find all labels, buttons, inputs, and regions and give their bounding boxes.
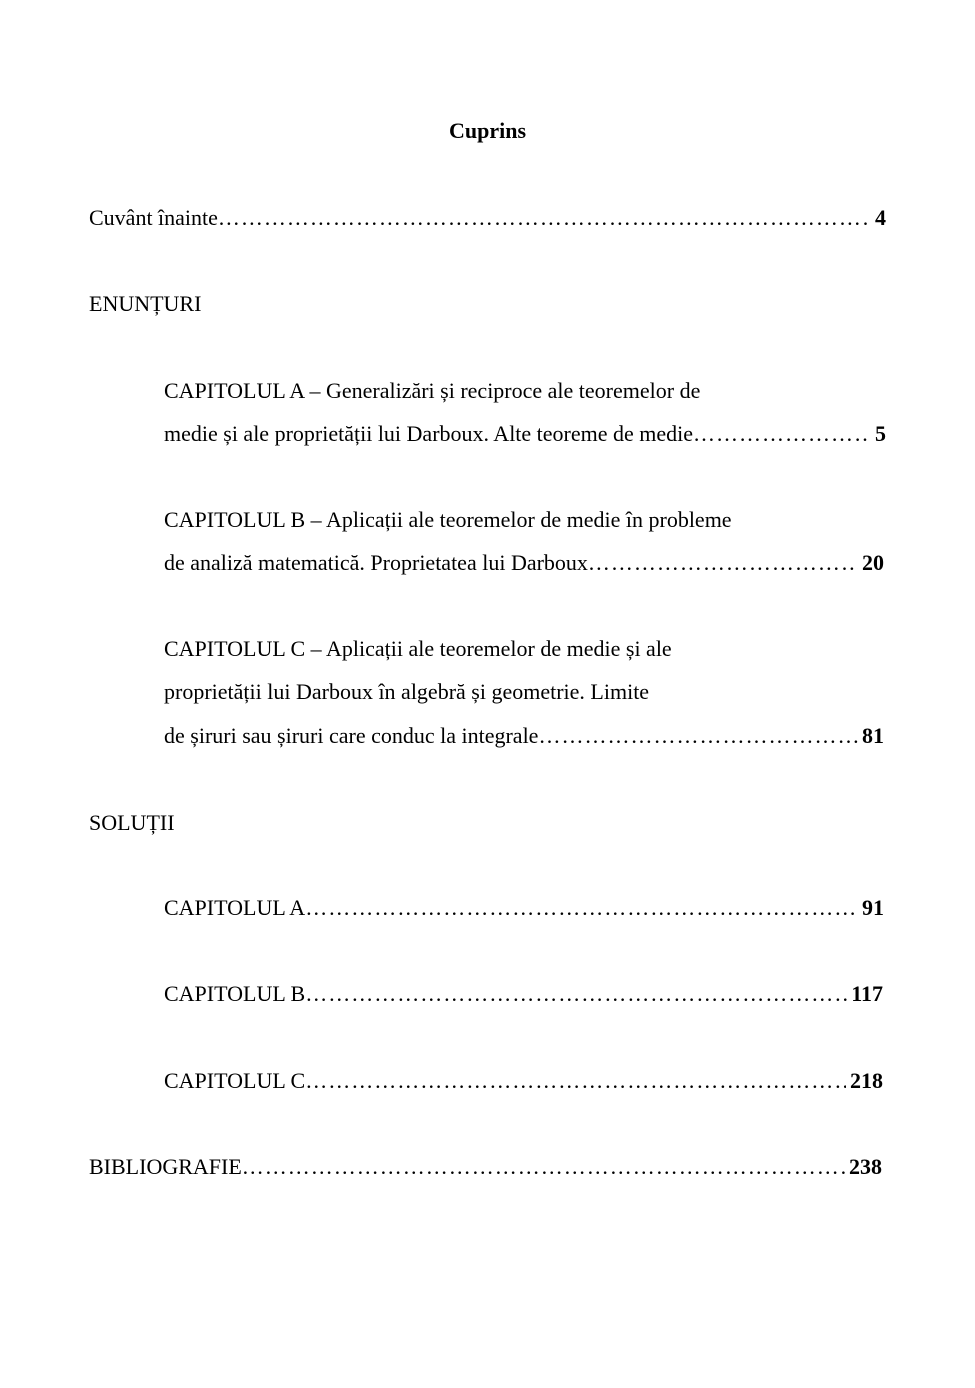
toc-entry-preface[interactable] [89,204,886,232]
leader-dots [242,1153,845,1181]
toc-entry-enunturi-chapter-c[interactable] [164,722,884,750]
toc-entry-solutii-chapter-c[interactable] [164,1067,883,1095]
toc-entry-label: Cuvânt înainte [89,205,218,230]
section-heading-enunturi: ENUNȚURI [89,291,202,316]
chapter-c-title-line-1: CAPITOLUL C – Aplicații ale teoremelor de medie și ale [164,636,672,661]
toc-entry-enunturi-chapter-a[interactable] [164,420,886,448]
toc-entry-label: de șiruri sau șiruri care conduc la integrale [164,723,539,748]
toc-entry-label: CAPITOLUL C [164,1068,306,1093]
toc-entry-label: CAPITOLUL B [164,981,306,1006]
page-title: Cuprins [448,118,527,143]
toc-entry-enunturi-chapter-b[interactable] [164,549,884,577]
toc-entry-label: de analiză matematică. Proprietatea lui Darboux [164,550,588,575]
toc-entry-bibliografie[interactable] [89,1153,882,1181]
leader-dots [305,980,847,1008]
chapter-c-title-line-2: proprietății lui Darboux în algebră și geometrie. Limite [164,679,650,704]
toc-entry-label: CAPITOLUL A [164,895,306,920]
leader-dots [305,894,858,922]
page-number: 218 [850,1068,883,1093]
toc-entry-label: medie și ale proprietății lui Darboux. Alte teoreme de medie [164,421,694,446]
leader-dots [588,549,858,577]
page-number: 117 [851,981,883,1006]
toc-entry-solutii-chapter-b[interactable] [164,980,883,1008]
chapter-a-title-line: CAPITOLUL A – Generalizări și reciproce ale teoremelor de [164,378,701,403]
section-heading-solutii: SOLUȚII [89,810,175,835]
chapter-b-title-line: CAPITOLUL B – Aplicații ale teoremelor de medie în probleme [164,507,732,532]
leader-dots [538,722,858,750]
toc-entry-label: BIBLIOGRAFIE [89,1154,242,1179]
page-number: 238 [849,1154,882,1179]
page-number: 20 [862,550,884,575]
page-number: 81 [862,723,884,748]
page-number: 5 [875,421,886,446]
leader-dots [305,1067,846,1095]
leader-dots [218,204,871,232]
page-number: 4 [875,205,886,230]
page-number: 91 [862,895,884,920]
toc-entry-solutii-chapter-a[interactable] [164,894,884,922]
leader-dots [693,420,871,448]
